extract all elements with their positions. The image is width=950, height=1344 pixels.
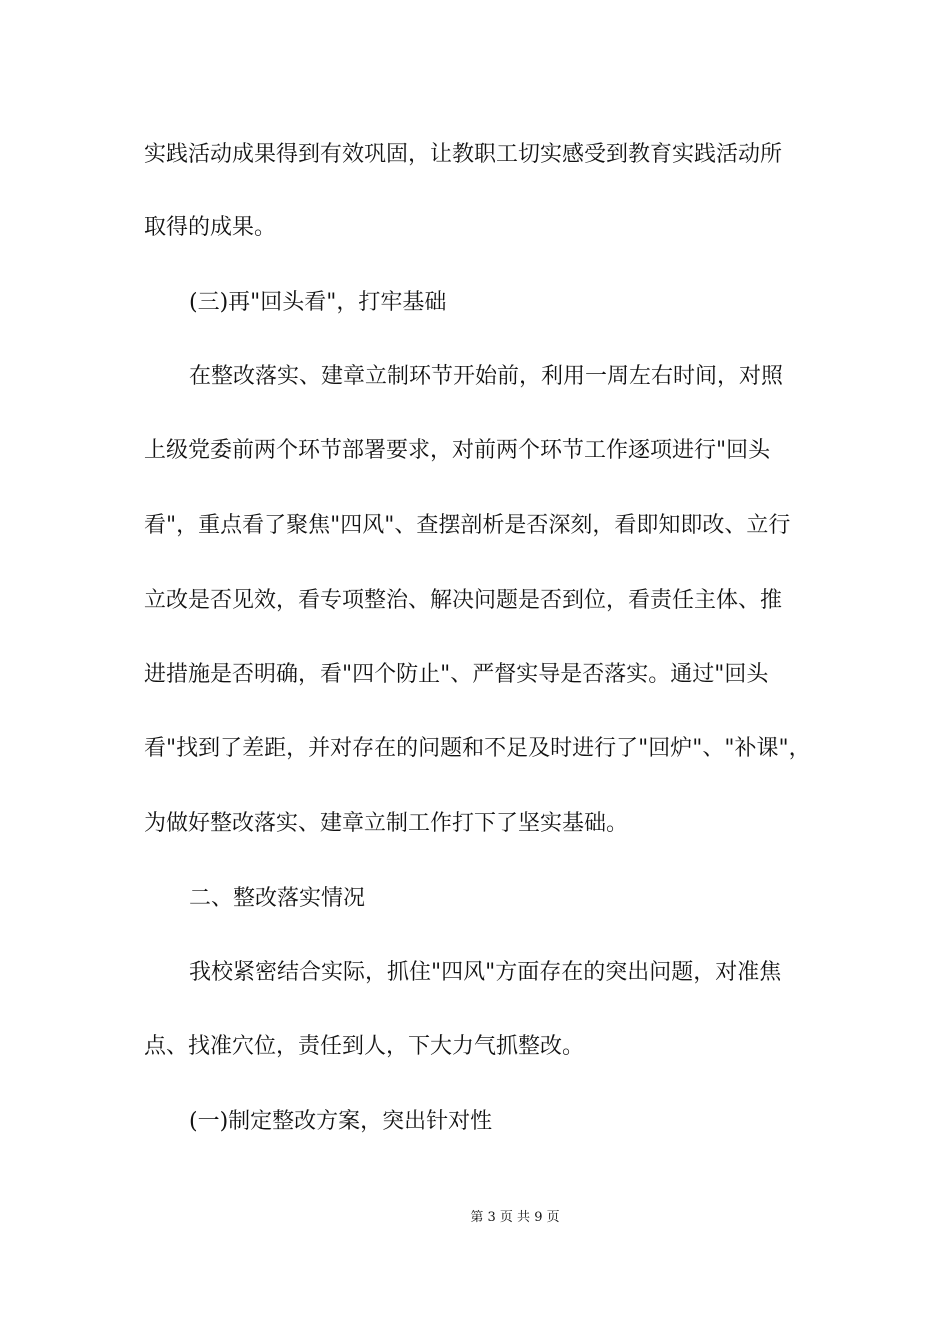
section-heading: (一)制定整改方案，突出针对性 [189,1109,493,1134]
body-text-line: 我校紧密结合实际，抓住"四风"方面存在的突出问题，对准焦 [189,960,782,985]
body-text-line: 看"，重点看了聚焦"四风"、查摆剖析是否深刻，看即知即改、立行 [144,513,791,538]
body-text-line: 看"找到了差距，并对存在的问题和不足及时进行了"回炉"、"补课"， [144,736,811,761]
section-heading: (三)再"回头看"，打牢基础 [189,290,447,315]
body-text-line: 实践活动成果得到有效巩固，让教职工切实感受到教育实践活动所 [144,142,783,167]
body-text-line: 在整改落实、建章立制环节开始前，利用一周左右时间，对照 [189,364,784,389]
section-heading: 二、整改落实情况 [189,886,366,911]
body-text-line: 点、找准穴位，责任到人，下大力气抓整改。 [144,1034,585,1059]
body-text-line: 为做好整改落实、建章立制工作打下了坚实基础。 [144,811,629,836]
body-text-line: 取得的成果。 [144,215,277,240]
page-number-footer: 第 3 页 共 9 页 [470,1210,560,1225]
body-text-line: 立改是否见效，看专项整治、解决问题是否到位，看责任主体、推 [144,588,783,613]
body-text-line: 进措施是否明确，看"四个防止"、严督实导是否落实。通过"回头 [144,662,769,687]
body-text-line: 上级党委前两个环节部署要求，对前两个环节工作逐项进行"回头 [144,438,771,463]
